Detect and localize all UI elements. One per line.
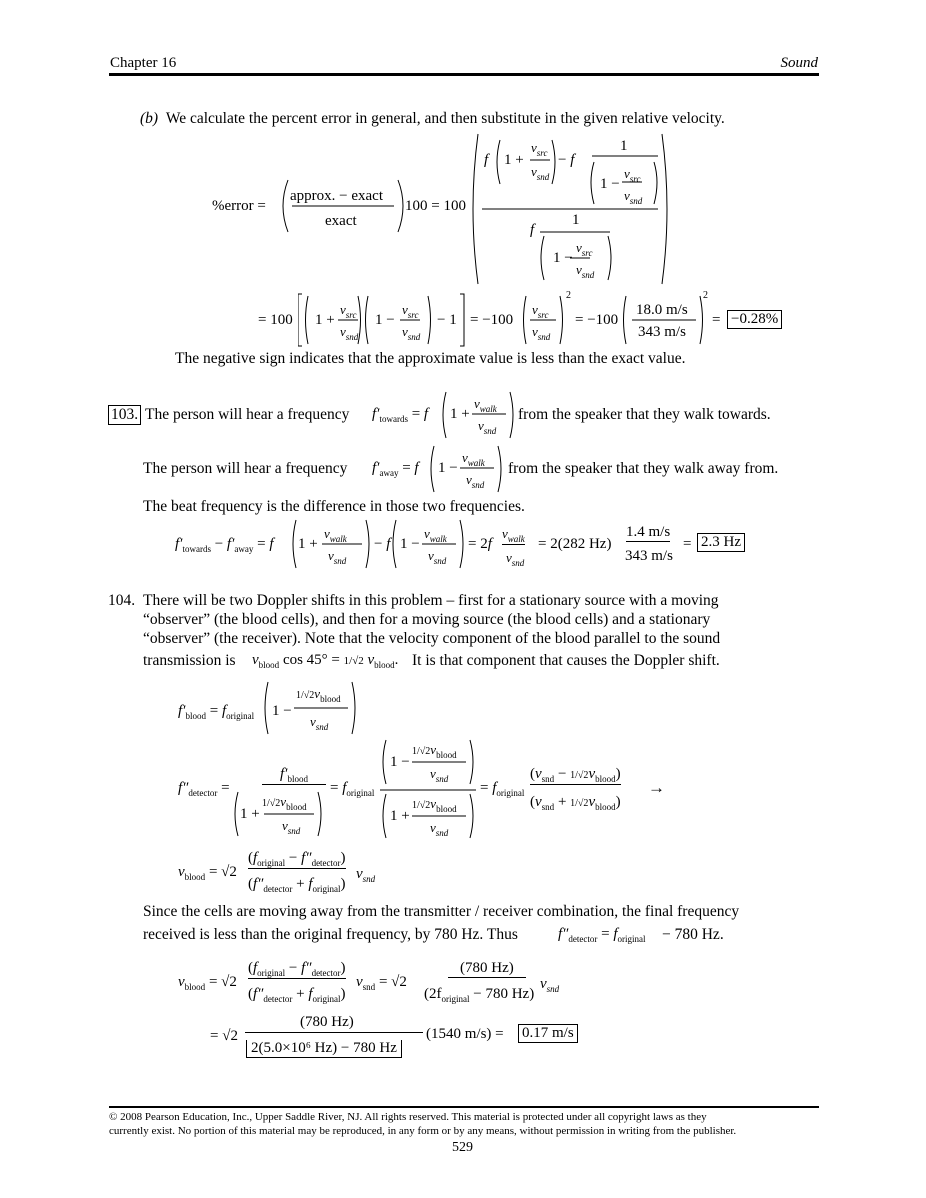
v-src-e: $v_{src}$ (402, 302, 419, 320)
det-vsnd-3: $v_{snd}$ (430, 820, 449, 838)
beat-lhs: $f'_{towards} - f'_{away} = f$ (175, 536, 274, 554)
arrow-right: → (648, 778, 665, 797)
det-eq-forig-2: = $f_{original}$ (480, 780, 525, 798)
eq-sign-a: = (712, 312, 721, 328)
one-bottom: 1 (572, 212, 580, 228)
beat-frac-num: 1.4 m/s (626, 524, 671, 540)
v-walk-3: $v_{walk}$ (324, 526, 347, 544)
f-symbol: f (484, 152, 489, 168)
p104-l4b: It is that component that causes the Doppler shift. (412, 652, 720, 669)
one-plus: 1 + (504, 152, 524, 168)
problem-103-number: 103. (108, 405, 141, 425)
result-vblood: 0.17 m/s (518, 1024, 578, 1043)
det-vb-2: $1/√2v_{blood}$ (412, 742, 457, 760)
since-eq: $f''_{detector} = f_{original}$ (558, 926, 646, 944)
v-walk-1: $v_{walk}$ (474, 396, 497, 414)
v-src-num: $v_{src}$ (531, 140, 548, 158)
p103-line2a: The person will hear a frequency (143, 460, 348, 477)
v-walk-5: $v_{walk}$ (502, 526, 525, 544)
square-2: 2 (703, 290, 708, 301)
vblood-eq1-num: $(f_{original} - f''_{detector})$ (248, 850, 346, 868)
chapter-label: Chapter 16 (110, 55, 177, 71)
v-snd-i: $v_{snd}$ (328, 548, 347, 566)
f-blood-eq: $f'_{blood} = f_{original}$ (178, 703, 255, 721)
det-eq-forig: = $f_{original}$ (330, 780, 375, 798)
v-snd-j: $v_{snd}$ (428, 548, 447, 566)
footer-rule (109, 1106, 819, 1108)
p103-line1a: The person will hear a frequency (145, 406, 350, 423)
problem-104-number: 104. (108, 592, 136, 609)
det-final-den: $(v_{snd} + 1/√2v_{blood})$ (530, 794, 621, 812)
det-vsnd-1: $v_{snd}$ (282, 818, 301, 836)
v-snd-h: $v_{snd}$ (466, 472, 485, 490)
p103-line2b: from the speaker that they walk away from. (508, 460, 779, 477)
vblood-eq2-num: $(f_{original} - f''_{detector})$ (248, 960, 346, 978)
det-vsnd-2: $v_{snd}$ (430, 766, 449, 784)
den-780: − 780 Hz) (473, 986, 535, 1002)
approx-denominator: exact (325, 213, 357, 229)
beat-minus-f: − f (374, 536, 391, 552)
conclusion-text: The negative sign indicates that the approximate value is less than the exact value. (175, 350, 686, 367)
v-snd-d: $v_{snd}$ (340, 324, 359, 342)
eq-neg100b: = −100 (575, 312, 619, 328)
since-line1: Since the cells are moving away from the transmitter / receiver combination, the final frequency (143, 903, 740, 920)
eq-neg100: = −100 (470, 312, 514, 328)
page-number: 529 (452, 1140, 473, 1155)
vblood-eq2-den: $(f''_{detector} + f_{original})$ (248, 986, 346, 1004)
times-100: 100 = 100 (405, 198, 466, 214)
v-snd-c: $v_{snd}$ (576, 262, 595, 280)
vblood-eq2-780: (780 Hz) (448, 960, 526, 978)
one-minus-bottom: 1 − (553, 250, 573, 266)
p104-l1: There will be two Doppler shifts in this problem – first for a stationary source with a moving (143, 592, 719, 609)
frac-343: 343 m/s (638, 324, 686, 340)
eq-sign-b: = (683, 536, 692, 552)
beat-frac-den: 343 m/s (625, 548, 673, 564)
f-blood-num: $1/√2v_{blood}$ (296, 686, 341, 704)
v-snd-b: $v_{snd}$ (624, 188, 643, 206)
p103-line1b: from the speaker that they walk towards. (518, 406, 771, 423)
v-snd-f: $v_{snd}$ (532, 324, 551, 342)
minus-f: − f (558, 152, 575, 168)
p103-one-minus: 1 − (438, 460, 458, 476)
one-minus: 1 − (600, 176, 620, 192)
det-one-plus-2: 1 + (390, 808, 410, 824)
det-final-num: $(v_{snd} - 1/√2v_{blood})$ (530, 766, 621, 784)
vblood-eq2-lhs: $v_{blood} = √2$ (178, 974, 237, 992)
v-src-d: $v_{src}$ (340, 302, 357, 320)
f-blood-one-minus: 1 − (272, 703, 292, 719)
vblood-eq1-vsnd: $v_{snd}$ (356, 866, 376, 884)
part-b-label: (b) (140, 110, 159, 127)
final-eq-lhs: = √2 (210, 1028, 238, 1044)
one-top: 1 (620, 138, 628, 154)
v-snd-k: $v_{snd}$ (506, 550, 525, 568)
approx-numerator: approx. − exact (290, 188, 384, 204)
final-frac-bar (245, 1032, 423, 1033)
v-walk-4: $v_{walk}$ (424, 526, 447, 544)
vblood-eq1-den: $(f''_{detector} + f_{original})$ (248, 876, 346, 894)
beat-one-plus: 1 + (298, 536, 318, 552)
f-bottom: f (530, 222, 535, 238)
den-2f: (2f (424, 986, 442, 1002)
v-walk-2: $v_{walk}$ (462, 450, 485, 468)
v-snd-den: $v_{snd}$ (531, 164, 550, 182)
final-780: (780 Hz) (300, 1014, 354, 1030)
p103-line3: The beat frequency is the difference in those two frequencies. (143, 498, 525, 515)
frac-18: 18.0 m/s (636, 302, 688, 318)
final-speed: (1540 m/s) = (426, 1026, 504, 1042)
percent-error-lhs (212, 198, 266, 215)
part-b-intro-text: We calculate the percent error in general, and then substitute in the given relative velocity. (165, 110, 725, 127)
header-rule (109, 73, 819, 76)
since-line2: received is less than the original frequency, by 780 Hz. Thus (143, 926, 518, 943)
f-blood-den: $v_{snd}$ (310, 714, 329, 732)
det-one-minus: 1 − (390, 754, 410, 770)
square-1: 2 (566, 290, 571, 301)
f-away-eq: $f'_{away} = f$ (372, 460, 419, 478)
vblood-eq2-mid: $v_{snd} = √2$ (356, 974, 407, 992)
v-src-f: $v_{src}$ (532, 302, 549, 320)
one-minus-2: 1 − (375, 312, 395, 328)
p103-one-plus: 1 + (450, 406, 470, 422)
v-src-b: $v_{src}$ (624, 166, 641, 184)
p104-l2: “observer” (the blood cells), and then for a moving source (the blood cells) and a stationary (143, 611, 711, 628)
copyright-line1: © 2008 Pearson Education, Inc., Upper Saddle River, NJ. All rights reserved. This material is protected under all copyright laws as they (109, 1111, 707, 1123)
det-vb-1: $1/√2v_{blood}$ (262, 794, 307, 812)
det-one-plus: 1 + (240, 806, 260, 822)
p104-l4a: transmission is (143, 652, 236, 669)
final-den: 2(5.0×10⁶ Hz) − 780 Hz (246, 1040, 402, 1058)
beat-eq-2f: = 2f (468, 536, 492, 552)
minus-one: − 1 (437, 312, 457, 328)
f-detector-num: $f'_{blood}$ (262, 766, 326, 785)
result-beat: 2.3 Hz (697, 533, 745, 552)
det-vb-3: $1/√2v_{blood}$ (412, 796, 457, 814)
beat-282: = 2(282 Hz) (538, 536, 612, 552)
v-snd-e: $v_{snd}$ (402, 324, 421, 342)
eq-line2-start: = 100 (258, 312, 293, 328)
vblood-eq1-lhs: $v_{blood} = √2$ (178, 864, 237, 882)
f-towards-eq: $f'_{towards} = f$ (372, 406, 429, 424)
vblood-eq2-den2: ($2f_{original} - 780$ Hz) (424, 986, 535, 1004)
f-detector-lhs: $f''_{detector}$ = (178, 780, 230, 798)
part-b-intro (140, 110, 725, 128)
copyright-line2: currently exist. No portion of this material may be reproduced, in any form or by any means, without permission in writing from the publisher. (109, 1125, 737, 1137)
vblood-eq2-vsnd: $v_{snd}$ (540, 976, 560, 994)
since-tail: − 780 Hz. (662, 926, 724, 943)
v-src-c: $v_{src}$ (576, 240, 593, 258)
percent-error-label: %error = (212, 198, 266, 214)
v-blood-cos: $v_{blood}$ cos 45° = 1/√2 $v_{blood}$. (252, 652, 399, 670)
p104-l3: “observer” (the receiver). Note that the velocity component of the blood parallel to the sound (143, 630, 721, 647)
section-label: Sound (780, 55, 818, 71)
result-percent: −0.28% (727, 310, 782, 329)
v-snd-g: $v_{snd}$ (478, 418, 497, 436)
one-plus-2: 1 + (315, 312, 335, 328)
beat-one-minus: 1 − (400, 536, 420, 552)
